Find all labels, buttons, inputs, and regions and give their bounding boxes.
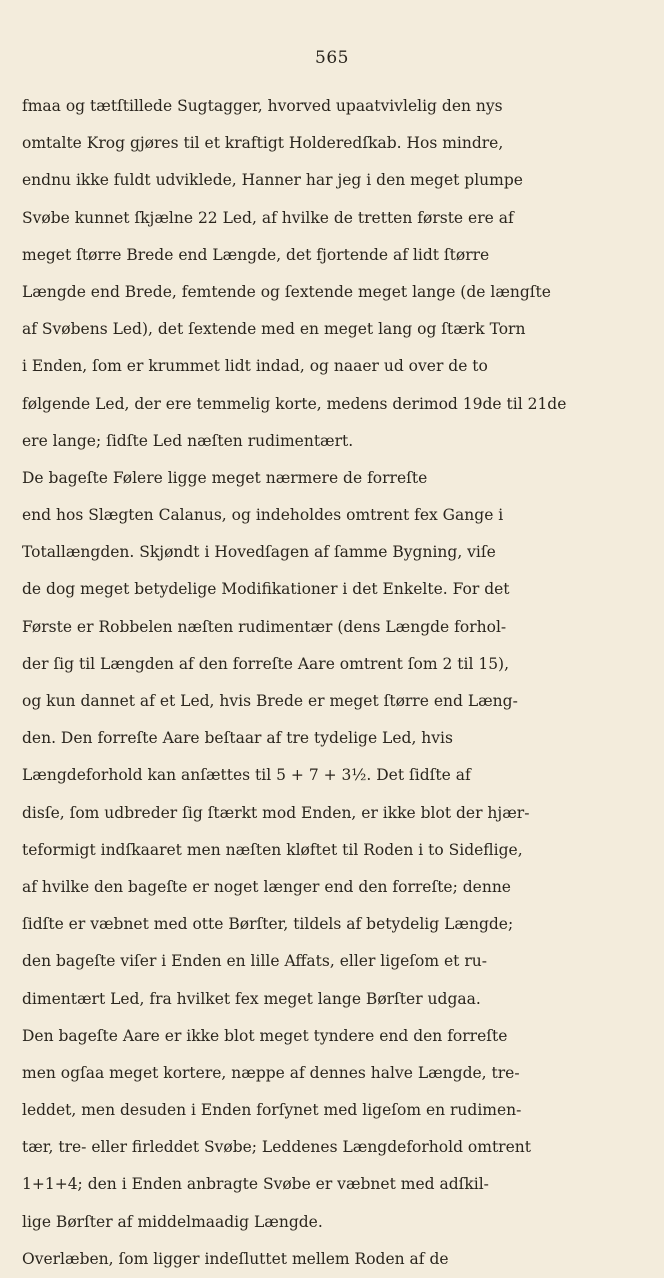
- text-line: den. Den forreſte Aare beſtaar af tre tydelige Led, hvis: [22, 729, 453, 748]
- text-line: men ogſaa meget kortere, næppe af dennes halve Længde, tre-: [22, 1063, 520, 1082]
- text-line: af Svøbens Led), det ſextende med en meget lang og ſtærk Torn: [22, 320, 526, 339]
- text-line: De bageſte Følere ligge meget nærmere de forreſte: [22, 468, 428, 487]
- page-number: 565: [315, 48, 349, 68]
- text-line: fmaa og tætſtillede Sugtagger, hvorved upaatvivlelig den nys: [22, 97, 503, 115]
- text-line: 1+1+4; den i Enden anbragte Svøbe er væbnet med adſkil-: [22, 1175, 489, 1194]
- text-line: omtalte Krog gjøres til et kraftigt Holderedſkab. Hos mindre,: [22, 134, 504, 153]
- text-line: meget ſtørre Brede end Længde, det fjortende af lidt ſtørre: [22, 245, 490, 264]
- body-text: [22, 88, 582, 1278]
- text-line: Svøbe kunnet ſkjælne 22 Led, af hvilke de tretten første ere af: [22, 208, 514, 227]
- text-line: den bageſte viſer i Enden en lille Affats, eller ligeſom et ru-: [22, 952, 487, 971]
- text-line: Overlæben, ſom ligger indeſluttet mellem Roden af de: [22, 1249, 449, 1268]
- text-line: lige Børſter af middelmaadig Længde.: [22, 1212, 323, 1231]
- text-line: Den bageſte Aare er ikke blot meget tyndere end den forreſte: [22, 1026, 508, 1045]
- text-line: Første er Robbelen næſten rudimentær (dens Længde forhol-: [22, 617, 507, 636]
- text-line: dimentært Led, fra hvilket fex meget lange Børſter udgaa.: [22, 989, 481, 1008]
- text-line: ſidſte er væbnet med otte Børſter, tildels af betydelig Længde;: [22, 915, 514, 934]
- text-line: disſe, ſom udbreder ſig ſtærkt mod Enden, er ikke blot der hjær-: [22, 803, 530, 822]
- text-line: Totallængden. Skjøndt i Hovedſagen af ſamme Bygning, viſe: [22, 543, 496, 562]
- text-line: ere lange; ſidſte Led næſten rudimentært.: [22, 431, 354, 450]
- text-line: af hvilke den bageſte er noget længer end den forreſte; denne: [22, 877, 511, 896]
- text-line: Længde end Brede, femtende og ſextende meget lange (de længſte: [22, 282, 551, 301]
- text-line: og kun dannet af et Led, hvis Brede er meget ſtørre end Læng-: [22, 692, 518, 710]
- text-line: end hos Slægten Calanus, og indeholdes omtrent fex Gange i: [22, 506, 504, 525]
- text-line: de dog meget betydelige Modifikationer i det Enkelte. For det: [22, 580, 510, 599]
- text-line: følgende Led, der ere temmelig korte, medens derimod 19de til 21de: [22, 394, 567, 413]
- text-line: der ſig til Længden af den forreſte Aare omtrent ſom 2 til 15),: [22, 654, 510, 673]
- text-line: leddet, men desuden i Enden forſynet med ligeſom en rudimen-: [22, 1101, 522, 1120]
- text-line: tær, tre- eller firleddet Svøbe; Leddenes Længdeforhold omtrent: [22, 1138, 531, 1157]
- text-line: Længdeforhold kan anſættes til 5 + 7 + 3½. Det ſidſte af: [22, 766, 471, 785]
- text-line: teformigt indſkaaret men næſten kløftet til Roden i to Sideflige,: [22, 840, 523, 859]
- text-line: endnu ikke fuldt udviklede, Hanner har jeg i den meget plumpe: [22, 171, 523, 190]
- text-line: i Enden, ſom er krummet lidt indad, og naaer ud over de to: [22, 357, 488, 376]
